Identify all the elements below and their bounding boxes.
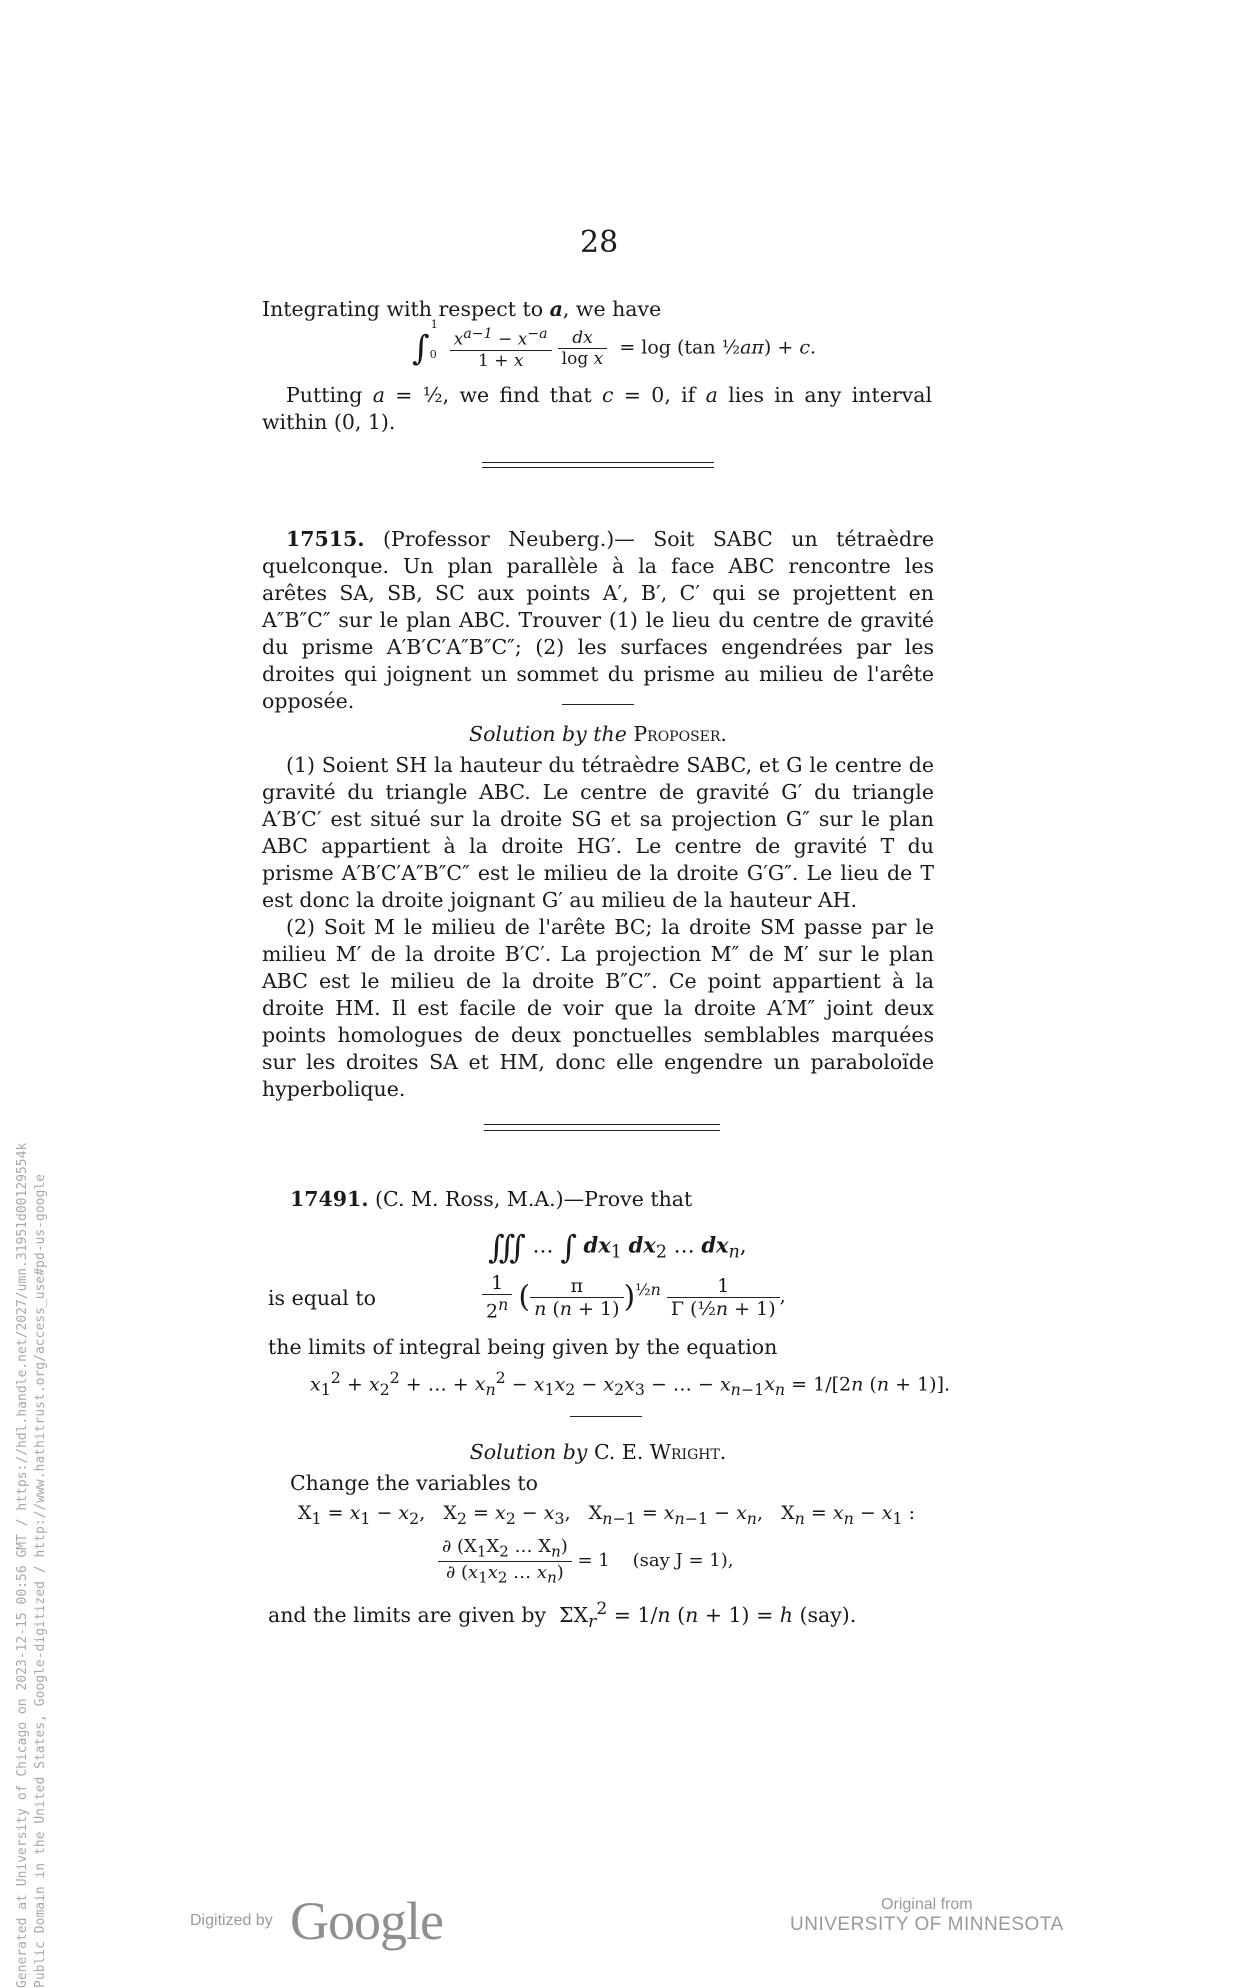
hathitrust-watermark: Generated at University of Chicago on 2023-12-15 00:56 GMT / https://hdl.handle.net/2027/umn.31951d00129554k Public Domain in the United States, Google-digitized / http://www.hathitrust.org/access_use#pd-us-google — [15, 1142, 48, 1988]
limits-equation: $x_1^2 + x_2^2$ + … + $x_n^2 - x_1x_2 - x_2x_3$ − … − $x_{n-1}x_n = 1/[2n$ (n + 1)]. — [310, 1368, 951, 1400]
result-expression: $\frac{1}{2^n}$ ( $\frac{\pi}{n (n + 1)}$ )$^{\frac{1}{2}n}$ $\frac{1}{\text{Γ (½n + 1)}}$ , — [482, 1272, 786, 1322]
intro-equation: $\int_0^1$ $\frac{x^{a-1} - x^{-a}}{1 + x}$ $\frac{dx}{\text{log x}}$ = log (tan ½aπ) + c. — [412, 318, 817, 371]
page-number: 28 — [580, 225, 619, 260]
multiple-integral: ∭ … ∫ $dx_1$ $dx_2$ … $dx_n$, — [488, 1228, 747, 1266]
problem-author: (C. M. Ross, M.A.)—Prove that — [375, 1187, 693, 1211]
limits-given: and the limits are given by $\Sigma X_r^2 = 1/n$ (n + 1) = h (say). — [268, 1599, 857, 1632]
jacobian-equation: $\frac{\partial (X_1X_2 \dots X_n)}{\partial (x_1x_2 \dots x_n)}$ = 1 (say J = 1), — [438, 1536, 733, 1586]
double-rule — [482, 462, 714, 463]
solution-heading: Solution by C. E. Wright. — [469, 1440, 727, 1464]
intro-putting: Putting a = ½, we find that c = 0, if a lies in any interval within (0, 1). — [262, 383, 932, 434]
short-rule — [570, 1416, 642, 1417]
original-from-block — [790, 1896, 1064, 1936]
double-rule — [484, 1124, 720, 1125]
problem-17491-statement — [262, 1186, 934, 1213]
problem-number: 17515. — [286, 527, 365, 551]
change-variables: Change the variables to — [290, 1471, 538, 1495]
is-equal-to: is equal to — [268, 1286, 376, 1310]
solution-para-1: (1) Soient SH la hauteur du tétraèdre SABC, et G le centre de gravité du triangle ABC. Le centre de gravité G′ du triangle A′B′C′ est situé sur la droite SG et sa projection G″ sur le plan ABC appartient à la droite HG′. Le centre de gravité T du prisme A′B′C′A″B″C″ est le milieu de la droite G′G″. Le lieu de T est donc la droite joignant G′ au milieu de la hauteur AH. — [262, 753, 934, 912]
problem-text: — Soit SABC un tétraèdre quelconque. Un plan parallèle à la face ABC rencontre les arêtes SA, SB, SC aux points A′, B′, C′ qui se projettent en A″B″C″ sur le plan ABC. Trouver (1) le lieu du centre de gravité du prisme A′B′C′A″B″C″; (2) les surfaces engendrées par les droites qui joignent un sommet du prisme au milieu de l'arête opposée. — [262, 527, 934, 713]
solution-heading: Solution by the Proposer. — [469, 722, 727, 746]
institution-name: UNIVERSITY OF MINNESOTA — [790, 1914, 1064, 1935]
double-rule — [484, 1130, 720, 1131]
problem-number: 17491. — [290, 1187, 369, 1211]
limits-text: the limits of integral being given by the equation — [268, 1335, 778, 1359]
intro-line: Integrating with respect to a, we have — [262, 297, 662, 321]
solution-para-2: (2) Soit M le milieu de l'arête BC; la droite SM passe par le milieu M′ de la droite B′C′. La projection M″ de M′ sur le plan ABC est le milieu de la droite B″C″. Ce point appartient à la droite HM. Il est facile de voir que la droite A′M″ joint deux points homologues de deux ponctuelles semblables marquées sur les droites SA et HM, donc elle engendre un paraboloïde hyperbolique. — [262, 915, 934, 1101]
problem-17515-statement — [262, 526, 934, 715]
digitized-by-label: Digitized by — [190, 1912, 273, 1929]
google-logo: Google — [290, 1891, 443, 1951]
double-rule — [482, 467, 714, 468]
short-rule — [562, 704, 634, 705]
original-from-label: Original from — [881, 1896, 973, 1913]
variables-equation: $X_1 = x_1 - x_2$, $X_2 = x_2 - x_3$, $X_{n-1} = x_{n-1} - x_n$, $X_n = x_n - x_1$ : — [298, 1502, 916, 1528]
problem-author: (Professor Neuberg.) — [382, 527, 615, 551]
